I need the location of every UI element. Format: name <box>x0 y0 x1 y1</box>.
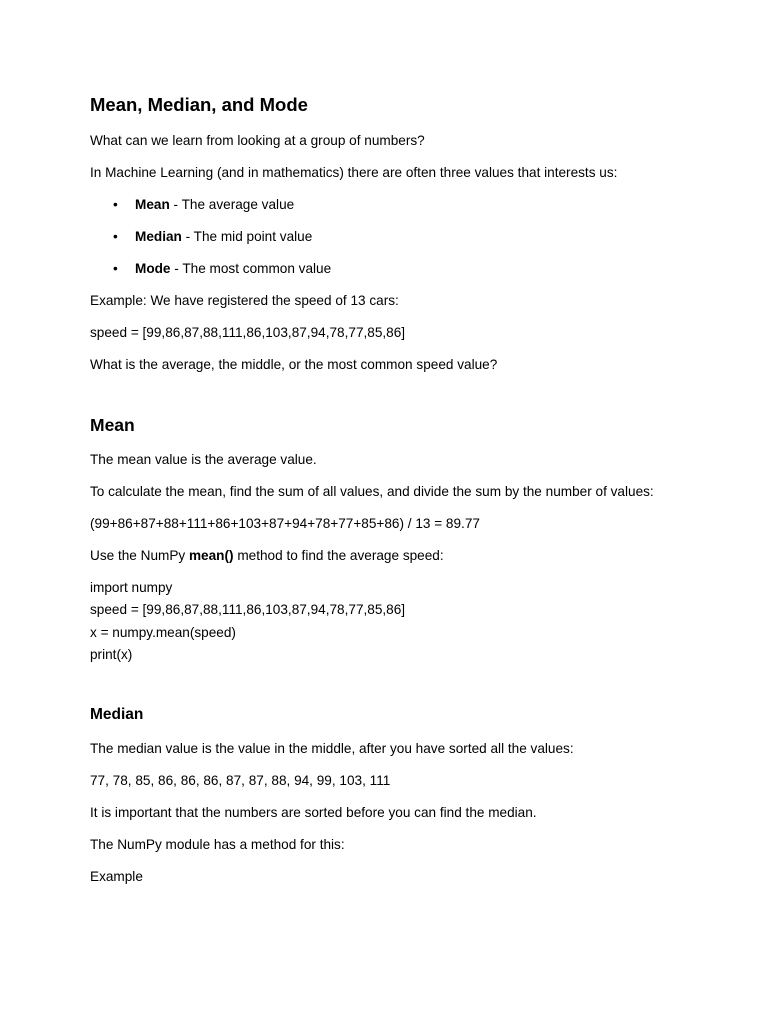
definitions-list <box>90 194 710 279</box>
numpy-post-text: method to find the average speed: <box>233 548 444 563</box>
list-item-median <box>135 226 710 247</box>
list-item-mean <box>135 194 710 215</box>
list-desc: - The average value <box>169 197 295 212</box>
list-term: Median <box>135 229 182 244</box>
median-heading: Median <box>90 706 144 724</box>
median-example-label: Example <box>90 869 143 885</box>
median-paragraph-3: The NumPy module has a method for this: <box>90 837 345 853</box>
median-sorted-values: 77, 78, 85, 86, 86, 86, 87, 87, 88, 94, 99, 103, 111 <box>90 773 391 789</box>
list-term: Mode <box>135 261 171 276</box>
mean-formula: (99+86+87+88+111+86+103+87+94+78+77+85+86) / 13 = 89.77 <box>90 516 480 531</box>
code-line: x = numpy.mean(speed) <box>90 624 236 640</box>
example-speed: speed = [99,86,87,88,111,86,103,87,94,78,77,85,86] <box>90 325 406 340</box>
list-desc: - The most common value <box>170 261 332 276</box>
intro-question: What can we learn from looking at a group of numbers? <box>90 133 425 148</box>
list-term: Mean <box>135 197 170 212</box>
example-text: Example: We have registered the speed of 13 cars: <box>90 293 399 308</box>
page-title: Mean, Median, and Mode <box>90 94 308 115</box>
median-paragraph-1: The median value is the value in the middle, after you have sorted all the values: <box>90 741 574 757</box>
numpy-pre-text: Use the NumPy <box>90 548 189 563</box>
list-desc: - The mid point value <box>181 229 313 244</box>
mean-code-block <box>90 577 710 666</box>
mean-numpy-instruction <box>90 545 710 566</box>
list-item-mode <box>135 258 710 279</box>
mean-heading: Mean <box>90 415 135 435</box>
document-content <box>90 92 710 898</box>
numpy-method-name: mean() <box>188 548 234 563</box>
code-line: import numpy <box>90 580 173 595</box>
code-line: print(x) <box>90 646 133 662</box>
mean-paragraph-2: To calculate the mean, find the sum of all values, and divide the sum by the number of values: <box>90 484 654 499</box>
code-line: speed = [99,86,87,88,111,86,103,87,94,78,77,85,86] <box>90 602 406 618</box>
mean-paragraph-1: The mean value is the average value. <box>90 452 317 467</box>
intro-context: In Machine Learning (and in mathematics) there are often three values that interests us: <box>90 165 618 180</box>
median-paragraph-2: It is important that the numbers are sorted before you can find the median. <box>90 805 537 821</box>
example-question: What is the average, the middle, or the most common speed value? <box>90 357 498 372</box>
